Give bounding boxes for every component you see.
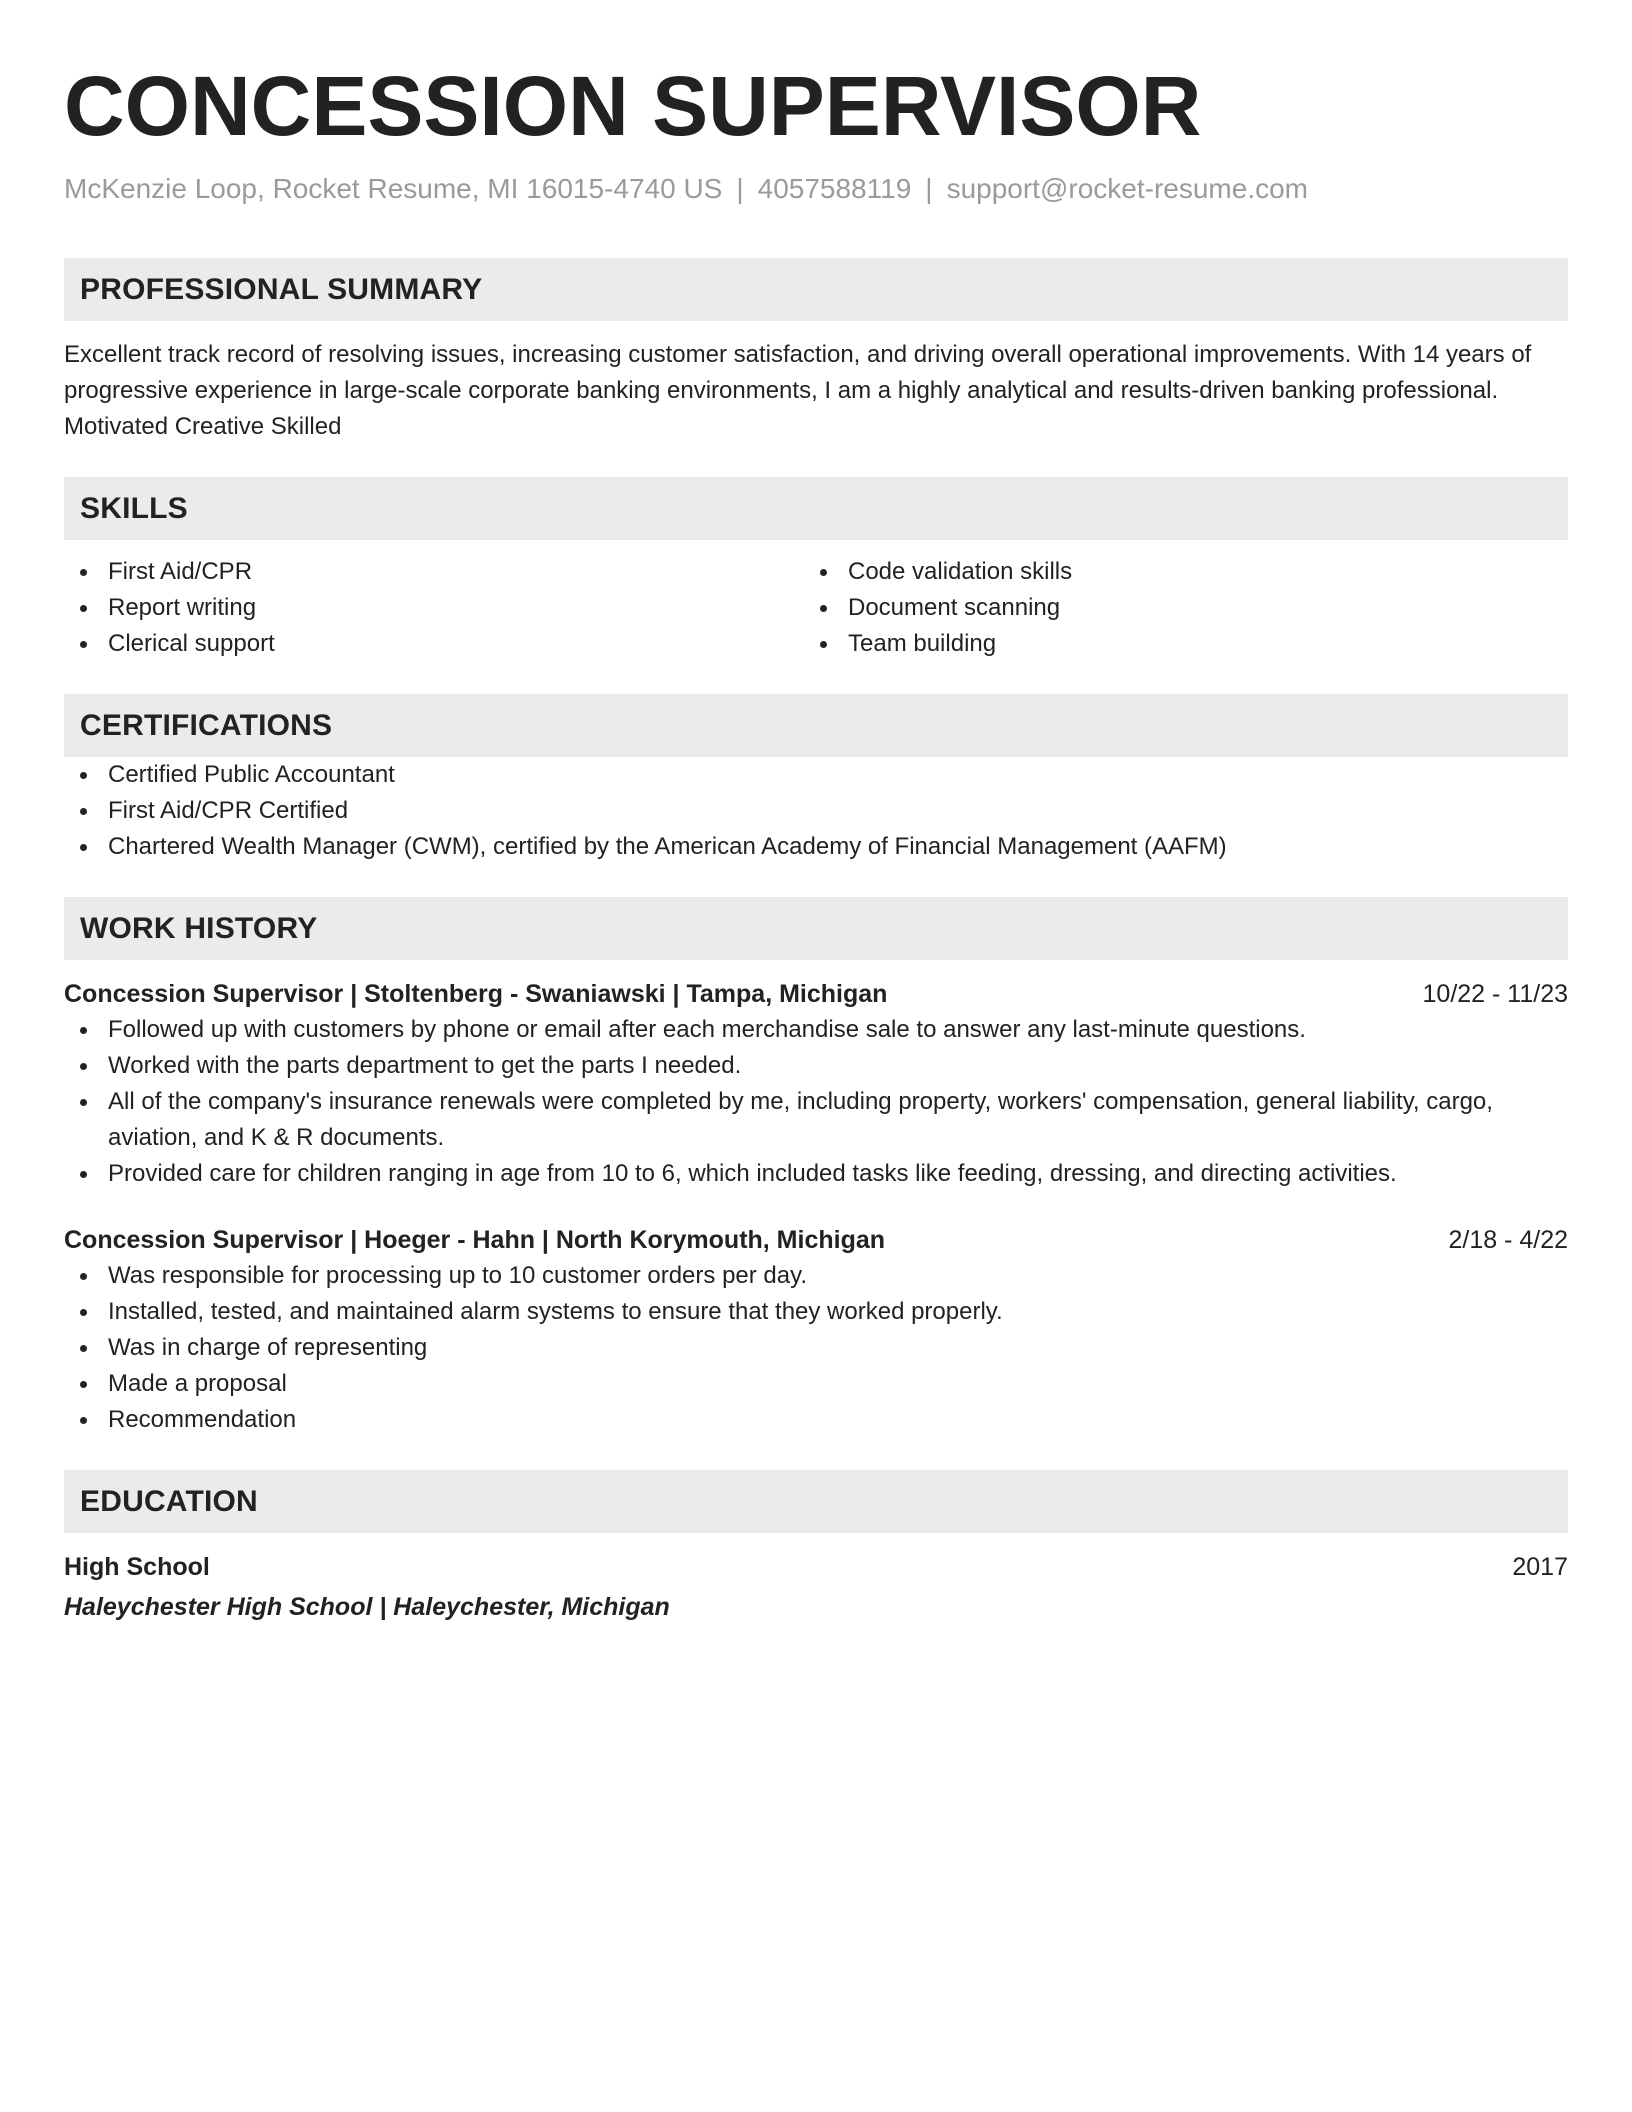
skill-item: Document scanning <box>804 590 1544 626</box>
job-title: Concession Supervisor | Stoltenberg - Swaniawski | Tampa, Michigan <box>64 980 888 1008</box>
education-year: 2017 <box>1512 1553 1568 1581</box>
certifications-list <box>64 757 1568 865</box>
contact-email: support@rocket-resume.com <box>946 173 1308 204</box>
section-heading-education: EDUCATION <box>64 1470 1568 1533</box>
skills-grid <box>64 554 1568 662</box>
summary-text: Excellent track record of resolving issues, increasing customer satisfaction, and driving overall operational improvements. With 14 years of progressive experience in large-scale corporate banking environments, I am a highly analytical and results-driven banking professional. Motivated Creative Skilled <box>64 341 1532 440</box>
job-duty: Was in charge of representing <box>64 1330 1568 1366</box>
job-duty: Followed up with customers by phone or email after each merchandise sale to answer any last-minute questions. <box>64 1012 1568 1048</box>
job-duties-list <box>64 1012 1568 1192</box>
job-duty: Made a proposal <box>64 1366 1568 1402</box>
job-title: Concession Supervisor | Hoeger - Hahn | North Korymouth, Michigan <box>64 1226 886 1254</box>
skills-column-left <box>64 554 804 662</box>
resume-title: CONCESSION SUPERVISOR <box>64 59 1202 153</box>
skill-item: Code validation skills <box>804 554 1544 590</box>
job-duty: Worked with the parts department to get the parts I needed. <box>64 1048 1568 1084</box>
job-duty: Provided care for children ranging in age from 10 to 6, which included tasks like feeding, dressing, and directing activities. <box>64 1156 1568 1192</box>
job-dates: 2/18 - 4/22 <box>1448 1226 1568 1254</box>
skill-item: Team building <box>804 626 1544 662</box>
section-heading-certifications: CERTIFICATIONS <box>64 694 1568 757</box>
job-duty: All of the company's insurance renewals were completed by me, including property, workers' compensation, general liability, cargo, aviation, and K & R documents. <box>64 1084 1568 1156</box>
certification-item: Chartered Wealth Manager (CWM), certified by the American Academy of Financial Management (AAFM) <box>64 829 1568 865</box>
certification-item: First Aid/CPR Certified <box>64 793 1568 829</box>
education-school: Haleychester High School | Haleychester, Michigan <box>64 1593 670 1621</box>
skill-item: Clerical support <box>64 626 804 662</box>
contact-separator: | <box>736 173 744 204</box>
contact-line <box>64 172 1568 206</box>
job-duty: Installed, tested, and maintained alarm systems to ensure that they worked properly. <box>64 1294 1568 1330</box>
job-dates: 10/22 - 11/23 <box>1422 980 1568 1008</box>
skill-item: Report writing <box>64 590 804 626</box>
section-heading-work-history: WORK HISTORY <box>64 897 1568 960</box>
section-heading-skills: SKILLS <box>64 477 1568 540</box>
education-degree: High School <box>64 1553 210 1581</box>
education-header <box>64 1549 1568 1585</box>
section-heading-summary: PROFESSIONAL SUMMARY <box>64 258 1568 321</box>
skills-column-right <box>804 554 1544 662</box>
job-header <box>64 1222 1568 1258</box>
certification-item: Certified Public Accountant <box>64 757 1568 793</box>
job-duties-list <box>64 1258 1568 1438</box>
job-duty: Recommendation <box>64 1402 1568 1438</box>
job-duty: Was responsible for processing up to 10 customer orders per day. <box>64 1258 1568 1294</box>
contact-phone: 4057588119 <box>757 173 912 204</box>
skill-item: First Aid/CPR <box>64 554 804 590</box>
contact-address: McKenzie Loop, Rocket Resume, MI 16015-4740 US <box>64 173 723 204</box>
contact-separator: | <box>925 173 933 204</box>
job-header <box>64 976 1568 1012</box>
